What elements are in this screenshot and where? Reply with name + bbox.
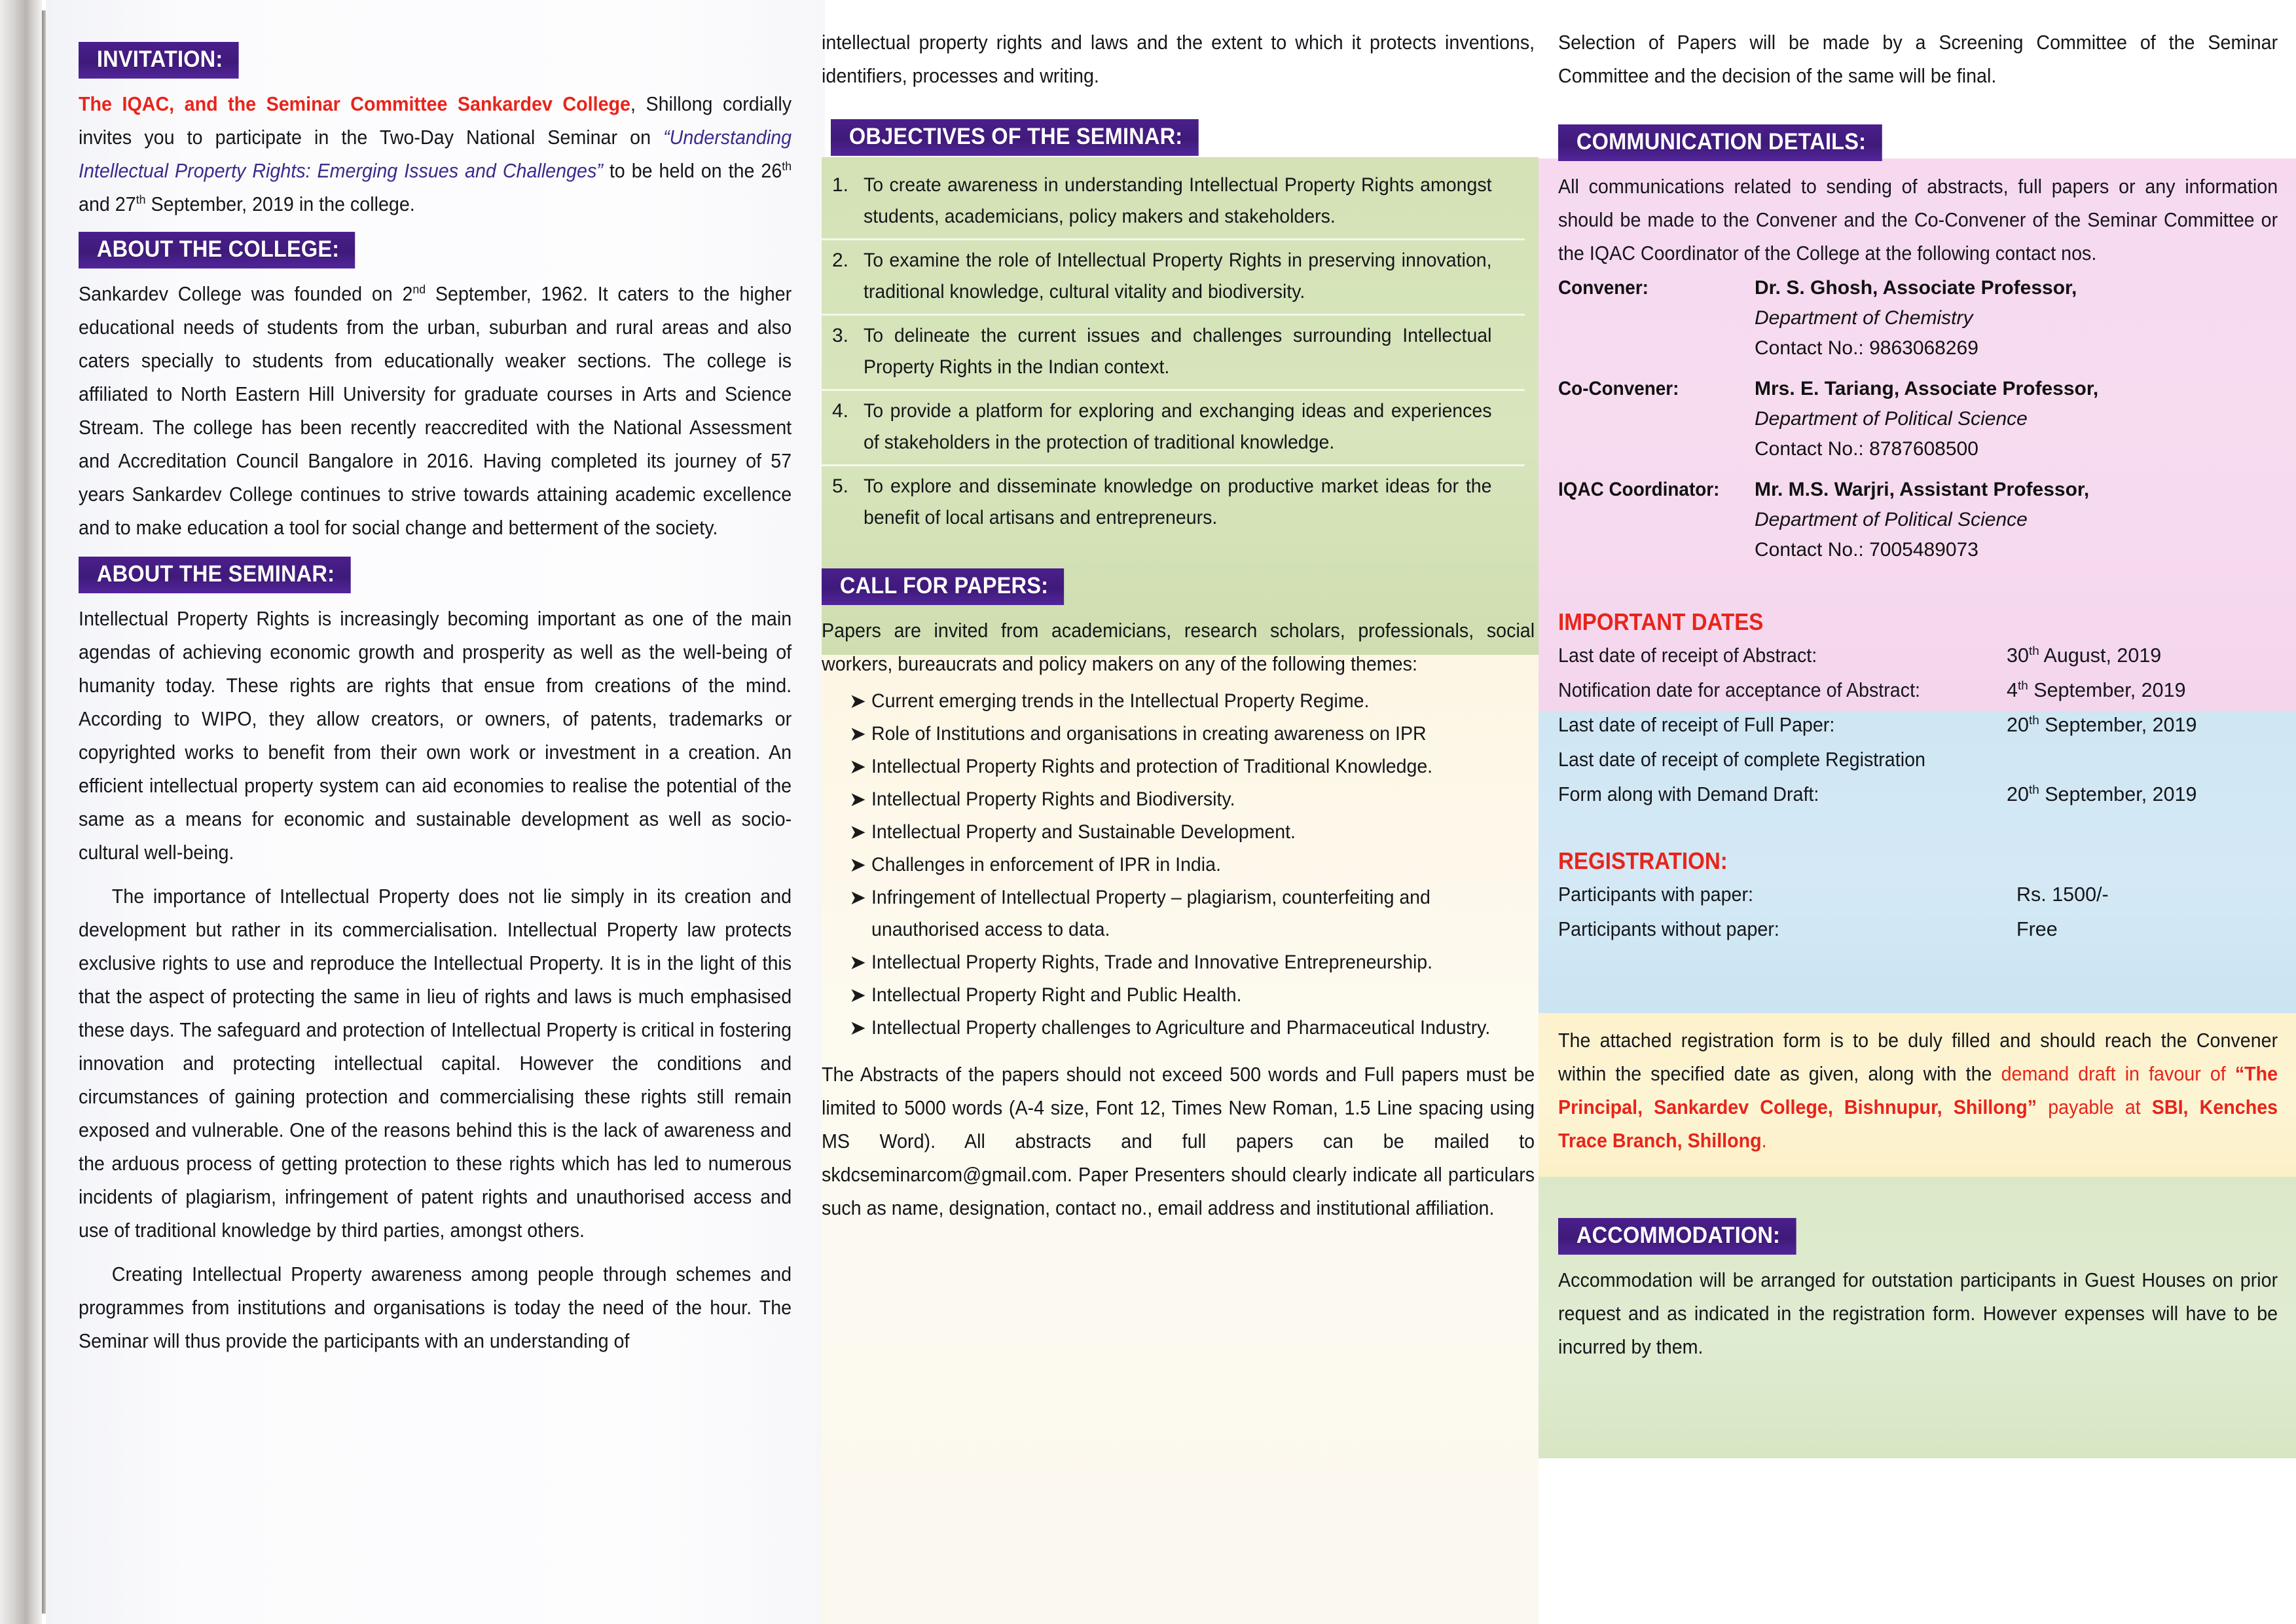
date-label: Form along with Demand Draft: xyxy=(1558,783,1819,805)
section-call-for-papers xyxy=(822,568,1535,1225)
date-label: Last date of receipt of complete Registration xyxy=(1558,748,1925,771)
date-value xyxy=(2007,673,2278,708)
theme-text: Intellectual Property Rights, Trade and Innovative Entrepreneurship. xyxy=(871,951,1433,973)
section-important-dates xyxy=(1558,608,2278,812)
theme-text: Intellectual Property and Sustainable Development. xyxy=(871,821,1296,843)
theme-text: Intellectual Property challenges to Agriculture and Pharmaceutical Industry. xyxy=(871,1017,1491,1039)
about-seminar-paragraph-1: Intellectual Property Rights is increasingly becoming important as one of the main agendas of achieving economic growth and prosperity as well as the well-being of humanity today. These rights are rights that ensue from creations of the mind. According to WIPO, they allow creators, or owners, of patents, trademarks or copyrighted works to benefit from their own work or investment in a creation. An efficient intellectual property system can aid economies to realise the potential of the same as a means for economic and sustainable development as well as socio-cultural well-being. xyxy=(79,608,792,864)
registration-fees-list xyxy=(1558,877,2278,947)
theme-item xyxy=(822,1012,1535,1044)
demand-draft-payee: “The Principal, Sankardev College, Bishnupur, Shillong” xyxy=(1558,1063,2278,1118)
scan-page-edge xyxy=(42,10,46,1614)
about-seminar-heading: ABOUT THE SEMINAR: xyxy=(79,557,350,593)
arrow-bullet-icon: ➤ xyxy=(849,821,866,843)
section-accommodation xyxy=(1558,1218,2278,1364)
date-row xyxy=(1558,638,2278,673)
contact-role: Convener: xyxy=(1558,277,1649,299)
contact-number: Contact No.: 8787608500 xyxy=(1755,438,1978,460)
contacts-list xyxy=(1558,273,2278,565)
contact-name: Dr. S. Ghosh, Associate Professor, xyxy=(1755,277,2077,299)
arrow-bullet-icon: ➤ xyxy=(849,1016,866,1039)
date-row xyxy=(1558,708,2278,743)
arrow-bullet-icon: ➤ xyxy=(849,951,866,974)
objective-number: 5. xyxy=(832,475,849,497)
contact-name: Mrs. E. Tariang, Associate Professor, xyxy=(1755,378,2099,399)
fee-row xyxy=(1558,912,2278,947)
invitation-text-1: , Shillong cordially invites you to participate in the Two-Day National Seminar on xyxy=(79,93,792,149)
contact-department: Department of Political Science xyxy=(1755,408,2028,430)
arrow-bullet-icon: ➤ xyxy=(849,853,866,876)
contact-info xyxy=(1755,374,2278,464)
section-demand-draft-note xyxy=(1558,1024,2278,1158)
theme-text: Role of Institutions and organisations in creating awareness on IPR xyxy=(871,723,1427,745)
contact-role: Co-Convener: xyxy=(1558,378,1679,399)
objective-item xyxy=(822,316,1525,391)
date-ordinal-suffix: th xyxy=(2028,783,2039,797)
invitation-text-2: to be held on the 26 xyxy=(602,160,782,182)
contact-row xyxy=(1558,475,2278,565)
theme-text: Challenges in enforcement of IPR in India. xyxy=(871,854,1221,876)
seminar-title: “Understanding Intellectual Property Rights: Emerging Issues and Challenges” xyxy=(79,126,792,182)
invitation-sup-2: th xyxy=(136,193,146,207)
demand-draft-paragraph xyxy=(1558,1024,2278,1158)
date-ordinal-suffix: th xyxy=(2028,644,2039,658)
date-label: Notification date for acceptance of Abstract: xyxy=(1558,679,1921,701)
about-seminar-paragraph-3: Creating Intellectual Property awareness among people through schemes and programmes from institutions and organisations is today the need of the hour. The Seminar will thus provide the participants with an understanding of xyxy=(79,1263,792,1352)
date-row xyxy=(1558,777,2278,812)
arrow-bullet-icon: ➤ xyxy=(849,755,866,778)
objective-item xyxy=(822,466,1525,540)
invitation-text-4: September, 2019 in the college. xyxy=(145,193,415,215)
date-day: 20 xyxy=(2007,714,2029,736)
objective-text: To delineate the current issues and challenges surrounding Intellectual Property Rights in the Indian context. xyxy=(864,325,1492,378)
contact-row xyxy=(1558,273,2278,363)
date-label: Last date of receipt of Full Paper: xyxy=(1558,714,1835,736)
theme-item xyxy=(822,946,1535,978)
date-day: 4 xyxy=(2007,679,2018,701)
arrow-bullet-icon: ➤ xyxy=(849,984,866,1006)
theme-text: Intellectual Property Rights and Biodiversity. xyxy=(871,788,1235,810)
themes-list xyxy=(822,685,1535,1044)
contact-number: Contact No.: 7005489073 xyxy=(1755,539,1978,561)
contact-department: Department of Chemistry xyxy=(1755,307,1973,329)
contact-info xyxy=(1755,475,2278,565)
date-month-year: September, 2019 xyxy=(2039,783,2197,805)
contact-row xyxy=(1558,374,2278,464)
objective-number: 4. xyxy=(832,400,849,422)
section-communication-details xyxy=(1558,124,2278,565)
important-dates-list xyxy=(1558,638,2278,812)
objectives-heading: OBJECTIVES OF THE SEMINAR: xyxy=(831,119,1199,156)
arrow-bullet-icon: ➤ xyxy=(849,886,866,909)
registration-heading: REGISTRATION: xyxy=(1558,847,1728,874)
column-one xyxy=(79,0,792,1624)
date-label: Last date of receipt of Abstract: xyxy=(1558,644,1817,667)
fee-label: Participants with paper: xyxy=(1558,883,1754,906)
fee-value: Free xyxy=(2016,918,2058,940)
objective-item xyxy=(822,165,1525,240)
contact-number: Contact No.: 9863068269 xyxy=(1755,337,1978,359)
abstract-submission-note: The Abstracts of the papers should not exceed 500 words and Full papers must be limited to 5000 words (A-4 size, Font 12, Times New Roman, 1.5 Line spacing using MS Word). All abstracts and full papers can be mailed to skdcseminarcom@gmail.com. Paper Presenters should clearly indicate all particulars such as name, designation, contact no., email address and institutional affiliation. xyxy=(822,1063,1535,1219)
section-objectives xyxy=(822,119,1535,540)
screening-committee-note: Selection of Papers will be made by a Screening Committee of the Seminar Committee and the decision of the same will be final. xyxy=(1558,31,2278,87)
section-registration xyxy=(1558,847,2278,947)
date-ordinal-suffix: th xyxy=(2017,678,2028,693)
column-two-continuation-paragraph: intellectual property rights and laws and the extent to which it protects inventions, identifiers, processes and writing. xyxy=(822,31,1535,87)
about-college-paragraph xyxy=(79,278,792,545)
theme-text: Intellectual Property Rights and protection of Traditional Knowledge. xyxy=(871,756,1433,777)
section-invitation xyxy=(79,42,792,221)
contact-name: Mr. M.S. Warjri, Assistant Professor, xyxy=(1755,479,2090,500)
invitation-text-3: and 27 xyxy=(79,193,136,215)
theme-item xyxy=(822,816,1535,848)
date-value xyxy=(2007,638,2278,673)
theme-item xyxy=(822,849,1535,881)
date-row xyxy=(1558,743,2278,777)
accommodation-paragraph: Accommodation will be arranged for outstation participants in Guest Houses on prior request and as indicated in the registration form. However expenses will have to be incurred by them. xyxy=(1558,1269,2278,1358)
demand-draft-red-2: payable at xyxy=(2037,1096,2152,1118)
call-for-papers-intro: Papers are invited from academicians, research scholars, professionals, social workers, bureaucrats and policy makers on any of the following themes: xyxy=(822,619,1535,675)
demand-draft-bank: SBI, Kenches Trace Branch, Shillong xyxy=(1558,1096,2278,1152)
theme-text: Infringement of Intellectual Property – plagiarism, counterfeiting and unauthorised access to data. xyxy=(871,887,1430,940)
invitation-sup-1: th xyxy=(782,159,792,174)
date-month-year: August, 2019 xyxy=(2039,644,2162,667)
section-about-college xyxy=(79,232,792,545)
invitation-paragraph xyxy=(79,88,792,221)
arrow-bullet-icon: ➤ xyxy=(849,690,866,712)
objective-item xyxy=(822,391,1525,466)
communication-details-heading: COMMUNICATION DETAILS: xyxy=(1558,124,1882,161)
objectives-list xyxy=(822,165,1525,540)
objective-number: 1. xyxy=(832,174,849,196)
accommodation-heading: ACCOMMODATION: xyxy=(1558,1218,1796,1255)
theme-item xyxy=(822,979,1535,1011)
demand-draft-plain-1: The attached registration form is to be duly filled and should reach the Convener within the specified date as given, along with the xyxy=(1558,1029,2278,1085)
about-college-text-1: Sankardev College was founded on 2 xyxy=(79,283,413,305)
invitation-heading: INVITATION: xyxy=(79,42,239,79)
call-for-papers-heading: CALL FOR PAPERS: xyxy=(822,568,1064,605)
date-month-year: September, 2019 xyxy=(2039,714,2197,736)
demand-draft-red-1: demand draft in favour of xyxy=(2001,1063,2235,1085)
objective-text: To create awareness in understanding Intellectual Property Rights amongst students, academicians, policy makers and stakeholders. xyxy=(864,174,1492,227)
date-value xyxy=(2007,743,2278,777)
arrow-bullet-icon: ➤ xyxy=(849,722,866,745)
arrow-bullet-icon: ➤ xyxy=(849,788,866,811)
contact-role: IQAC Coordinator: xyxy=(1558,479,1720,500)
about-seminar-paragraph-2: The importance of Intellectual Property does not lie simply in its creation and development but rather in its commercialisation. Intellectual Property law protects exclusive rights to use and reproduce the Intellectual Property. It is in the light of this that the aspect of protecting the same in lieu of rights and laws is much emphasised these days. The safeguard and protection of Intellectual Property is critical in fostering innovation and protecting intellectual capital. However the conditions and circumstances of gaining protection and commercialising these rights still remain exposed and vulnerable. One of the reasons behind this is the lack of awareness and the arduous process of getting protection to these rights which has led to numerous incidents of plagiarism, infringement of patent rights and unauthorised access and use of traditional knowledge by third parties, amongst others. xyxy=(79,885,792,1242)
communication-intro: All communications related to sending of abstracts, full papers or any information should be made to the Convener and the Co-Convener of the Seminar Committee or the IQAC Coordinator of the College at the following contact nos. xyxy=(1558,175,2278,265)
scan-gutter-shadow xyxy=(0,0,42,1624)
about-college-text-2: September, 1962. It caters to the higher educational needs of students from the urban, suburban and rural areas and also caters specially to students from educationally weaker sections. The college is affiliated to North Eastern Hill University for graduate courses in Arts and Science Stream. The college has been recently reaccredited with the National Assessment and Accreditation Council Bangalore in 2016. Having completed its journey of 57 years Sankardev College continues to strive towards attaining academic excellence and to make education a tool for social change and betterment of the society. xyxy=(79,283,792,539)
objective-text: To examine the role of Intellectual Property Rights in preserving innovation, traditional knowledge, cultural vitality and biodiversity. xyxy=(864,249,1492,303)
theme-item xyxy=(822,718,1535,750)
important-dates-heading: IMPORTANT DATES xyxy=(1558,608,1764,635)
about-college-sup: nd xyxy=(412,282,426,297)
theme-text: Current emerging trends in the Intellectual Property Regime. xyxy=(871,690,1370,712)
date-ordinal-suffix: th xyxy=(2028,713,2039,728)
theme-item xyxy=(822,783,1535,815)
theme-item xyxy=(822,750,1535,783)
invitation-org-name: The IQAC, and the Seminar Committee Sankardev College xyxy=(79,93,630,115)
theme-item xyxy=(822,685,1535,717)
date-value xyxy=(2007,777,2278,812)
contact-department: Department of Political Science xyxy=(1755,509,2028,530)
column-two xyxy=(822,0,1535,1624)
objective-item xyxy=(822,240,1525,316)
objective-number: 2. xyxy=(832,249,849,271)
objective-number: 3. xyxy=(832,325,849,346)
date-row xyxy=(1558,673,2278,708)
demand-draft-red-3: . xyxy=(1761,1130,1767,1152)
about-college-heading: ABOUT THE COLLEGE: xyxy=(79,232,355,268)
objective-text: To provide a platform for exploring and exchanging ideas and experiences of stakeholders in the protection of traditional knowledge. xyxy=(864,400,1492,453)
column-three xyxy=(1558,0,2278,1624)
theme-text: Intellectual Property Right and Public Health. xyxy=(871,984,1242,1006)
date-value xyxy=(2007,708,2278,743)
fee-label: Participants without paper: xyxy=(1558,918,1779,940)
contact-info xyxy=(1755,273,2278,363)
objective-text: To explore and disseminate knowledge on productive market ideas for the benefit of local artisans and entrepreneurs. xyxy=(864,475,1492,528)
fee-value: Rs. 1500/- xyxy=(2016,883,2109,906)
theme-item xyxy=(822,881,1535,946)
date-day: 30 xyxy=(2007,644,2029,667)
section-about-seminar xyxy=(79,557,792,1358)
date-day: 20 xyxy=(2007,783,2029,805)
date-month-year: September, 2019 xyxy=(2028,679,2186,701)
fee-row xyxy=(1558,877,2278,912)
